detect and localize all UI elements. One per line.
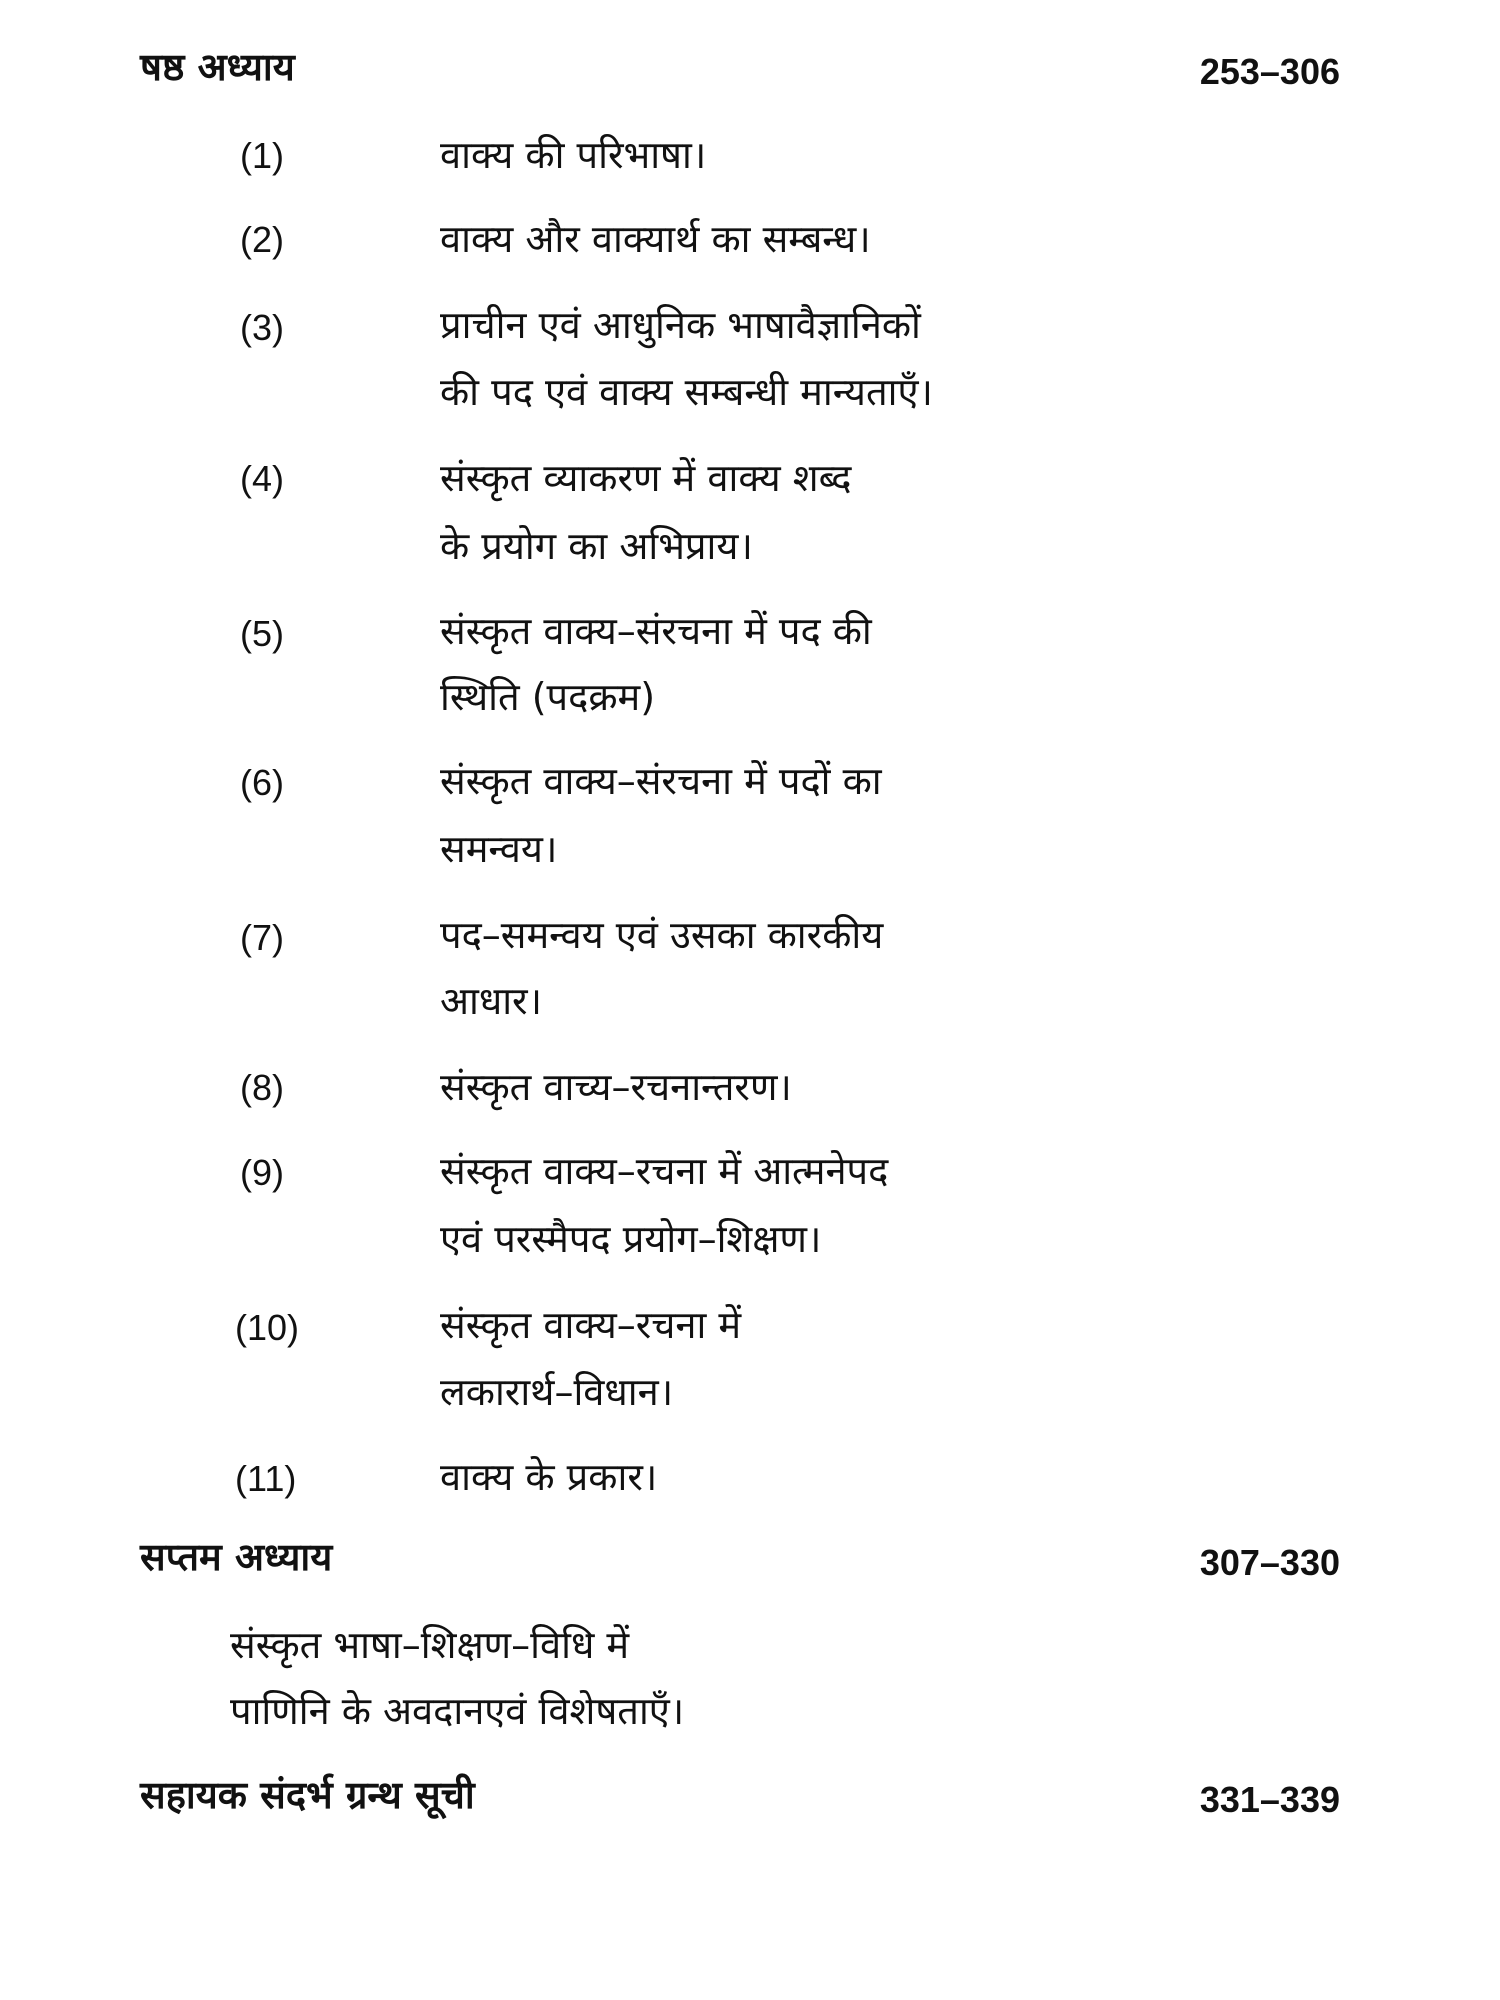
item-4-number: (4) bbox=[240, 458, 284, 499]
item-10-line-1: संस्कृत वाक्य–रचना में bbox=[440, 1303, 742, 1347]
item-3-number: (3) bbox=[240, 307, 284, 348]
item-7-number: (7) bbox=[240, 917, 284, 958]
item-9-line-1: संस्कृत वाक्य–रचना में आत्मनेपद bbox=[440, 1149, 889, 1193]
chapter-6-title: षष्ठ अध्याय bbox=[140, 45, 295, 89]
item-1-line-1: वाक्य की परिभाषा। bbox=[440, 133, 707, 177]
chapter-6-pages: 253–306 bbox=[1199, 51, 1340, 92]
item-5-line-2: स्थिति (पदक्रम) bbox=[440, 675, 656, 719]
item-8-number: (8) bbox=[240, 1067, 284, 1108]
item-3-line-1: प्राचीन एवं आधुनिक भाषावैज्ञानिकों bbox=[440, 303, 921, 347]
item-11-line-1: वाक्य के प्रकार। bbox=[440, 1455, 658, 1499]
item-2-line-1: वाक्य और वाक्यार्थ का सम्बन्ध। bbox=[440, 217, 871, 261]
chapter-7-line-2: पाणिनि के अवदानएवं विशेषताएँ। bbox=[230, 1689, 685, 1733]
chapter-7-line-1: संस्कृत भाषा–शिक्षण–विधि में bbox=[230, 1623, 630, 1667]
item-6-line-1: संस्कृत वाक्य–संरचना में पदों का bbox=[440, 759, 882, 803]
item-7-line-2: आधार। bbox=[440, 979, 542, 1023]
item-6-number: (6) bbox=[240, 762, 284, 803]
chapter-7-pages: 307–330 bbox=[1199, 1542, 1340, 1583]
item-5-number: (5) bbox=[240, 613, 284, 654]
item-1-number: (1) bbox=[240, 135, 284, 176]
bibliography-title: सहायक संदर्भ ग्रन्थ सूची bbox=[140, 1773, 475, 1817]
item-11-number: (11) bbox=[235, 1458, 297, 1499]
item-9-number: (9) bbox=[240, 1152, 284, 1193]
item-10-line-2: लकारार्थ–विधान। bbox=[440, 1370, 674, 1414]
item-7-line-1: पद–समन्वय एवं उसका कारकीय bbox=[440, 913, 884, 957]
bibliography-pages: 331–339 bbox=[1199, 1779, 1340, 1820]
item-4-line-2: के प्रयोग का अभिप्राय। bbox=[440, 524, 753, 568]
item-3-line-2: की पद एवं वाक्य सम्बन्धी मान्यताएँ। bbox=[440, 370, 933, 414]
item-6-line-2: समन्वय। bbox=[440, 827, 558, 871]
item-2-number: (2) bbox=[240, 219, 284, 260]
item-9-line-2: एवं परस्मैपद प्रयोग–शिक्षण। bbox=[440, 1217, 822, 1261]
item-8-line-1: संस्कृत वाच्य–रचनान्तरण। bbox=[440, 1065, 792, 1109]
item-10-number: (10) bbox=[235, 1307, 300, 1348]
item-5-line-1: संस्कृत वाक्य–संरचना में पद की bbox=[440, 609, 872, 653]
chapter-7-title: सप्तम अध्याय bbox=[140, 1535, 333, 1579]
item-4-line-1: संस्कृत व्याकरण में वाक्य शब्द bbox=[440, 456, 852, 500]
